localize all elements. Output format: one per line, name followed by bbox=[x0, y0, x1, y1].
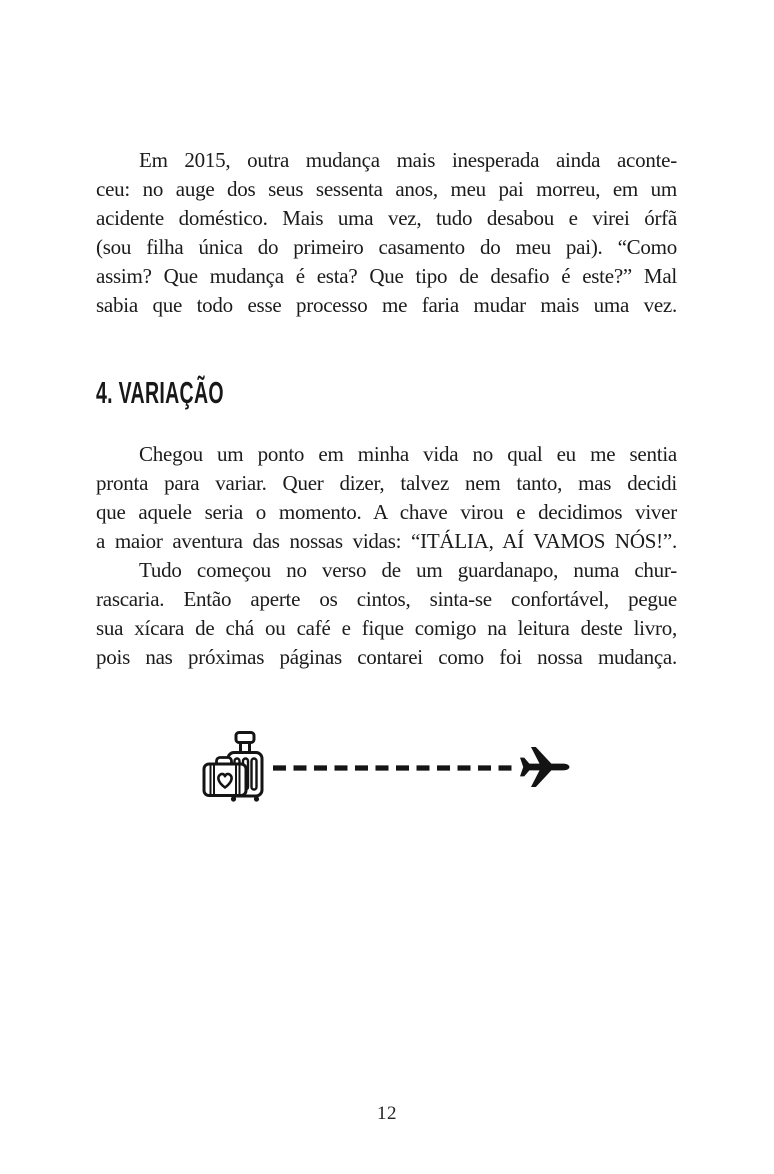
paragraph-1 bbox=[96, 146, 677, 320]
text-line: rascaria. Então aperte os cintos, sinta-se confortável, pegue bbox=[96, 587, 677, 611]
text-line: a maior aventura das nossas vidas: “ITÁLIA, AÍ VAMOS NÓS!”. bbox=[96, 529, 677, 553]
text-line: que aquele seria o momento. A chave virou e decidimos viver bbox=[96, 500, 677, 524]
text-line: pois nas próximas páginas contarei como foi nossa mudança. bbox=[96, 645, 677, 669]
chapter-heading: 4. VARIAÇÃO bbox=[96, 375, 224, 410]
travel-illustration bbox=[0, 731, 774, 807]
text-line: pronta para variar. Quer dizer, talvez nem tanto, mas decidi bbox=[96, 471, 677, 495]
airplane-icon bbox=[510, 736, 572, 803]
text-line: assim? Que mudança é esta? Que tipo de desafio é este?” Mal bbox=[96, 264, 677, 288]
paragraph-2 bbox=[96, 440, 677, 556]
text-line: ceu: no auge dos seus sessenta anos, meu pai morreu, em um bbox=[96, 177, 677, 201]
paragraph-3 bbox=[96, 556, 677, 672]
text-line: acidente doméstico. Mais uma vez, tudo desabou e virei órfã bbox=[96, 206, 677, 230]
luggage-heart-icon bbox=[202, 730, 264, 809]
page-number: 12 bbox=[377, 1103, 397, 1124]
text-line: Em 2015, outra mudança mais inesperada ainda aconte- bbox=[139, 148, 677, 172]
text-line: sabia que todo esse processo me faria mudar mais uma vez. bbox=[96, 293, 677, 317]
dashed-flight-path bbox=[271, 760, 517, 778]
text-line: Chegou um ponto em minha vida no qual eu me sentia bbox=[139, 442, 677, 466]
text-line: sua xícara de chá ou café e fique comigo na leitura deste livro, bbox=[96, 616, 677, 640]
text-line: Tudo começou no verso de um guardanapo, numa chur- bbox=[139, 558, 677, 582]
text-line: (sou filha única do primeiro casamento do meu pai). “Como bbox=[96, 235, 677, 259]
